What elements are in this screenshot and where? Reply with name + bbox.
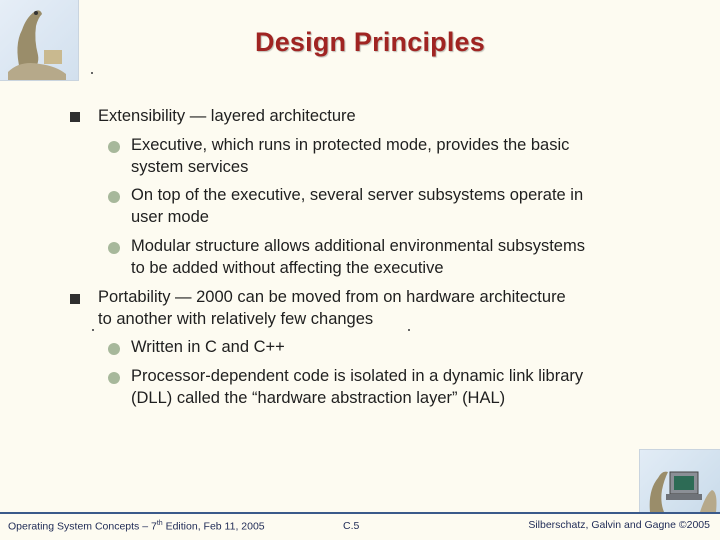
dinosaur-logo-image (0, 0, 79, 81)
bullet-dot-icon (108, 141, 120, 153)
speck (408, 329, 410, 331)
speck (92, 329, 94, 331)
bullet-2-text: Portability — 2000 can be moved from on hardware architecture to another with relatively few changes (98, 288, 566, 328)
bullet-1-1-text: Executive, which runs in protected mode, provides the basic system services (131, 136, 570, 176)
slide-title: Design Principles (255, 27, 485, 57)
bullet-square-icon (70, 112, 80, 122)
bullet-dot-icon (108, 191, 120, 203)
footer-course-info: Operating System Concepts – 7th Edition, Feb 11, 2005 (8, 520, 265, 533)
bullet-dot-icon (108, 372, 120, 384)
dinosaur-computer-image (639, 449, 720, 512)
bullet-1-3-text: Modular structure allows additional environmental subsystems to be added without affecting the executive (131, 237, 585, 277)
bullet-dot-icon (108, 343, 120, 355)
bullet-1-text: Extensibility — layered architecture (98, 107, 356, 125)
bullet-1-2-text: On top of the executive, several server subsystems operate in user mode (131, 186, 584, 226)
footer-slide-number: C.5 (343, 520, 360, 532)
bullet-2-2-text: Processor-dependent code is isolated in a dynamic link library (DLL) called the “hardware abstraction layer” (HAL) (131, 367, 584, 407)
bullet-dot-icon (108, 242, 120, 254)
speck (91, 72, 93, 74)
bullet-2-1-text: Written in C and C++ (131, 338, 285, 356)
footer-copyright: Silberschatz, Galvin and Gagne ©2005 (528, 519, 710, 531)
bullet-square-icon (70, 294, 80, 304)
slide-footer (0, 512, 720, 540)
